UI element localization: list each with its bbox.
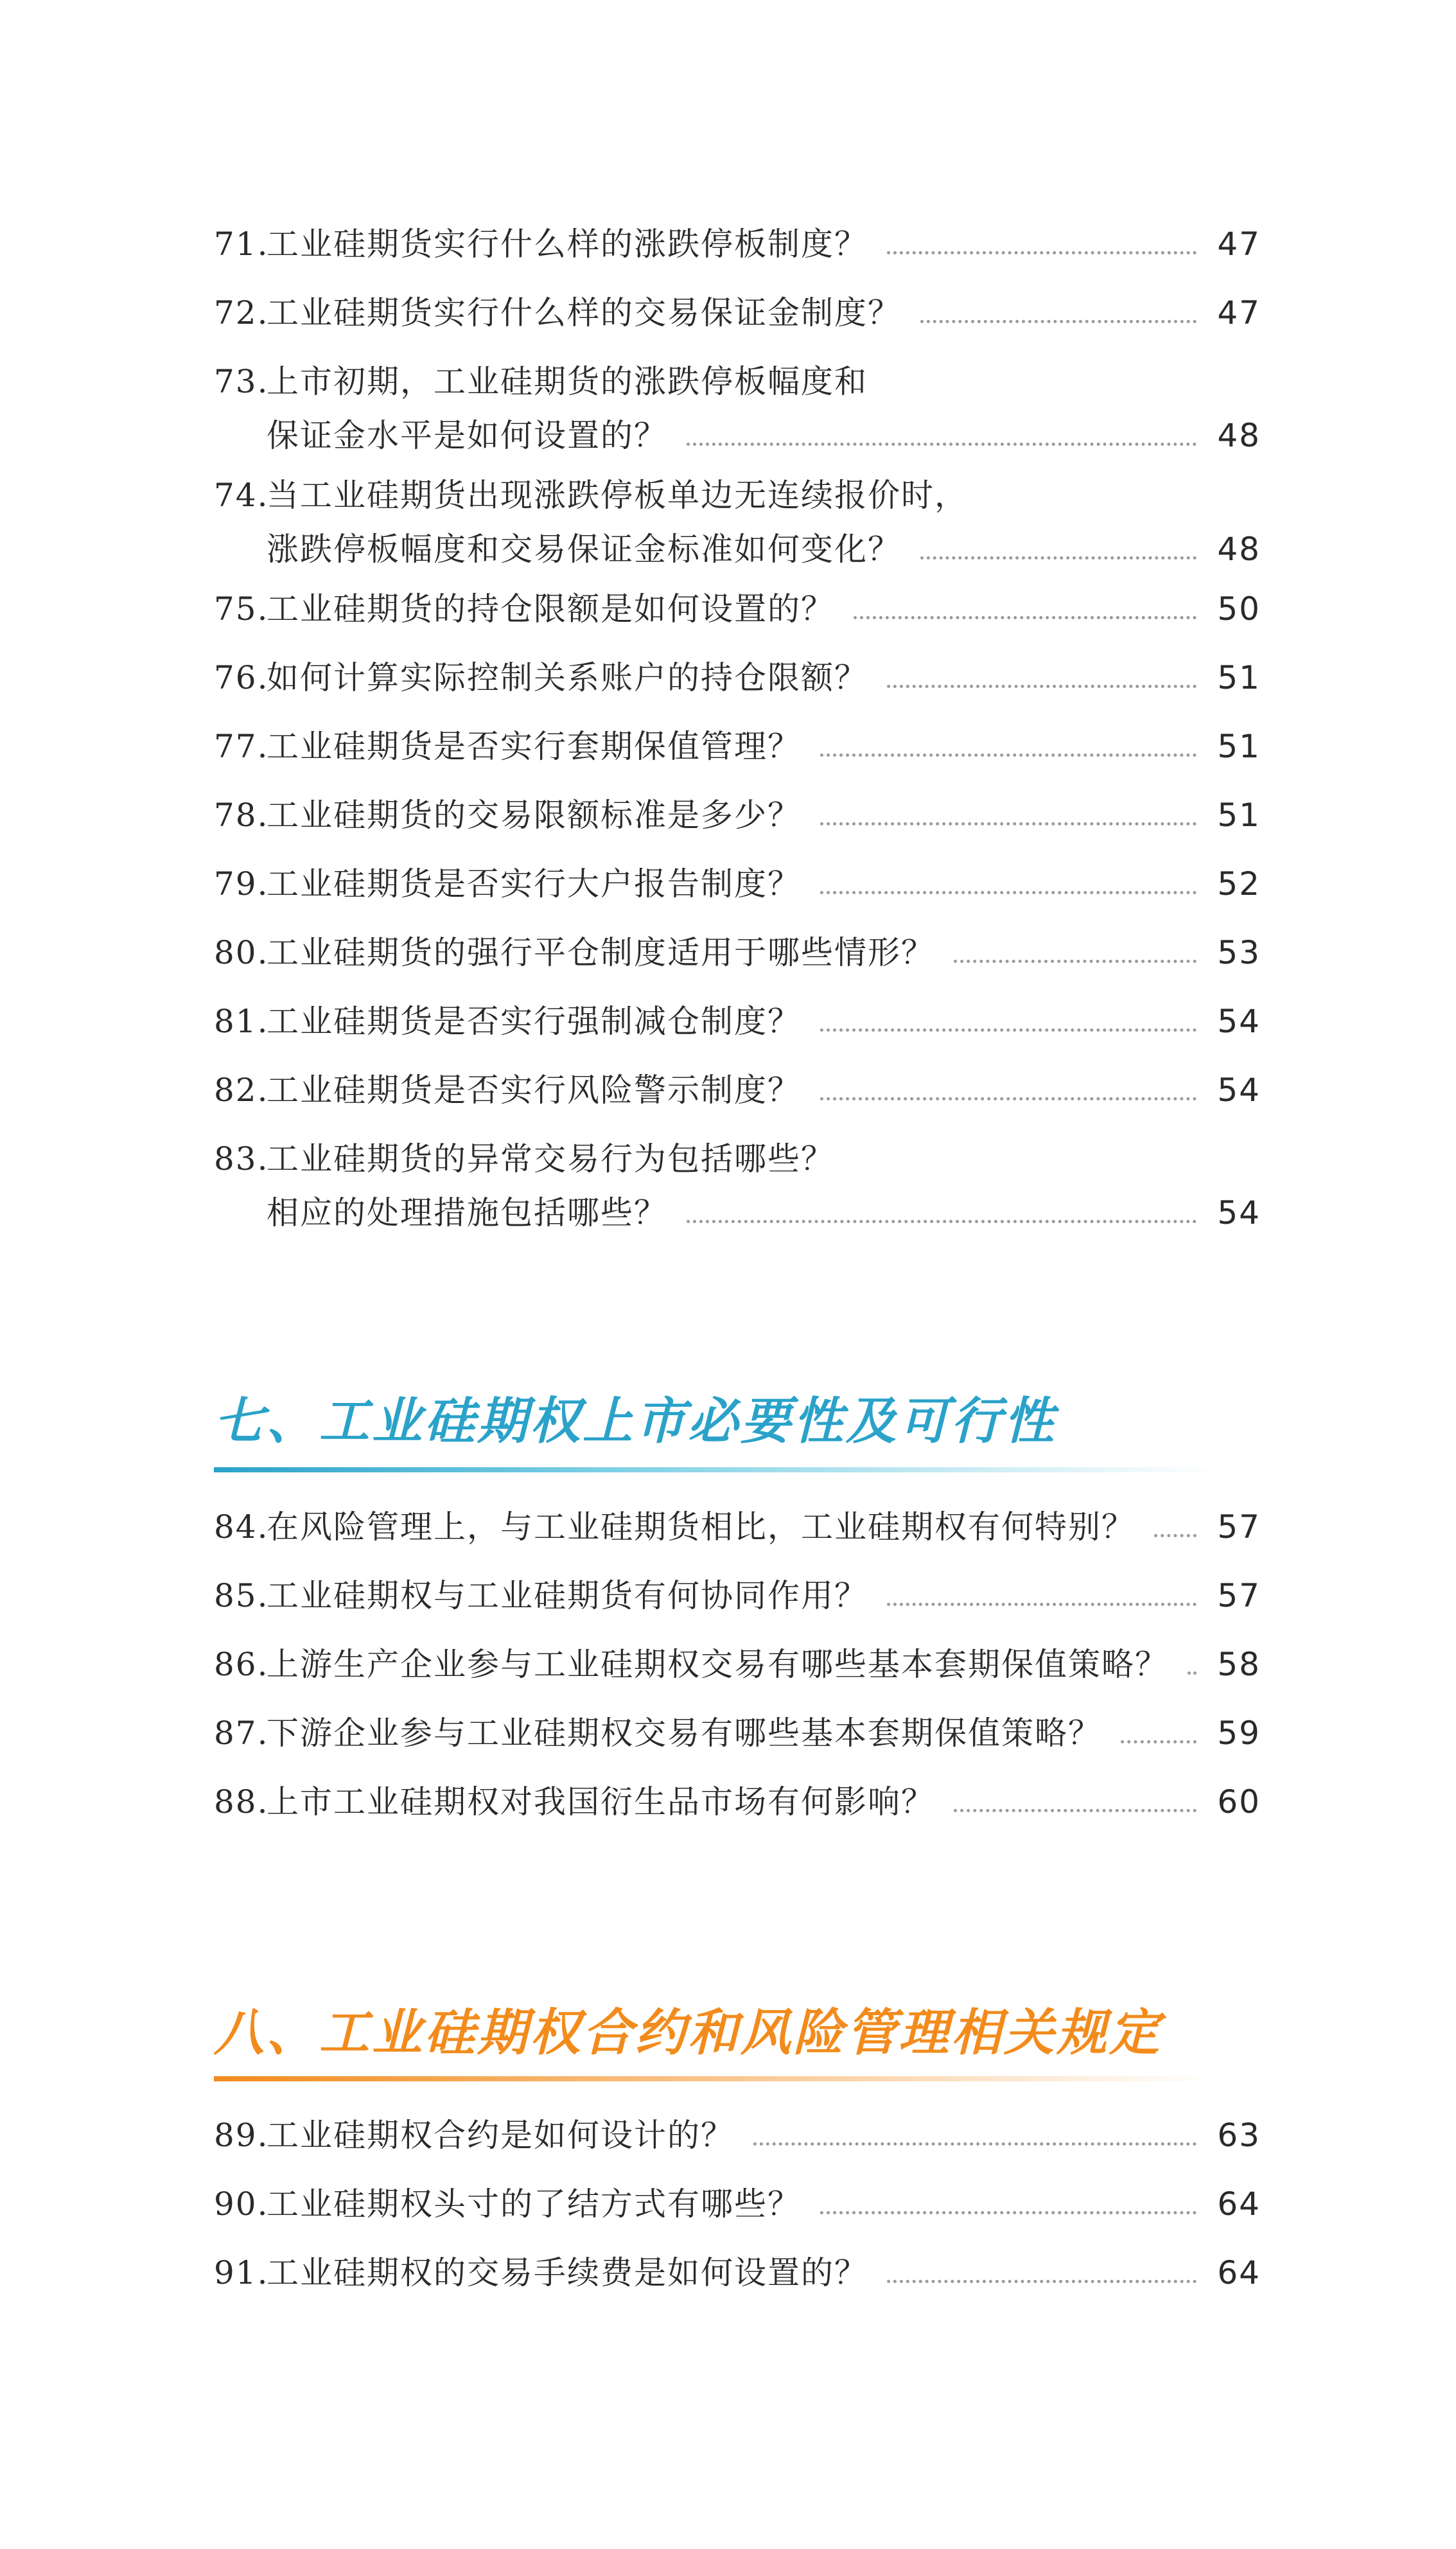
toc-entry-number: 90. xyxy=(214,2185,269,2223)
dot-leader xyxy=(687,443,1197,446)
toc-entry-line xyxy=(214,1132,1261,1186)
toc-entry-title: 工业硅期权头寸的了结方式有哪些？ xyxy=(267,2185,801,2223)
dot-leader xyxy=(820,1097,1197,1100)
section-7-rule xyxy=(214,1467,1216,1472)
dot-leader xyxy=(687,1220,1197,1223)
toc-entry-title: 工业硅期货的交易限额标准是多少？ xyxy=(267,797,801,834)
toc-entry-line xyxy=(214,286,1261,340)
toc-entry-page-number: 54 xyxy=(1217,1003,1261,1040)
toc-entry-page-number: 53 xyxy=(1217,934,1261,971)
toc-entry-page-number: 57 xyxy=(1217,1577,1261,1614)
dot-leader xyxy=(820,754,1197,757)
toc-entry-number: 85. xyxy=(214,1577,269,1614)
toc-entry-page-number: 64 xyxy=(1217,2254,1261,2291)
toc-entry-line xyxy=(214,2177,1261,2231)
toc-entry-number: 86. xyxy=(214,1646,269,1683)
toc-entry-title: 工业硅期货实行什么样的涨跌停板制度？ xyxy=(267,225,868,263)
toc-entry-page-number: 54 xyxy=(1217,1194,1261,1231)
toc-entry-title: 工业硅期货实行什么样的交易保证金制度？ xyxy=(267,294,901,331)
toc-entry-title: 上游生产企业参与工业硅期权交易有哪些基本套期保值策略？ xyxy=(267,1646,1168,1683)
toc-entry-line xyxy=(214,217,1261,271)
toc-entry-page-number: 47 xyxy=(1217,225,1261,263)
toc-entry-title: 工业硅期权的交易手续费是如何设置的？ xyxy=(267,2254,868,2291)
toc-entry-page-number: 47 xyxy=(1217,294,1261,331)
toc-entry-line xyxy=(214,2108,1261,2162)
toc-entry-page-number: 48 xyxy=(1217,531,1261,568)
toc-entry-line xyxy=(214,2246,1261,2300)
dot-leader xyxy=(920,320,1197,323)
toc-entry-page-number: 54 xyxy=(1217,1072,1261,1109)
toc-entry-title: 工业硅期货是否实行大户报告制度？ xyxy=(267,865,801,903)
toc-entry-line xyxy=(214,355,1261,409)
toc-entry-number: 88. xyxy=(214,1783,269,1821)
toc-entry-title: 工业硅期货是否实行风险警示制度？ xyxy=(267,1072,801,1109)
toc-entry-line xyxy=(214,468,1261,522)
dot-leader xyxy=(753,2142,1197,2146)
toc-entry-number: 77. xyxy=(214,728,269,765)
toc-entry-line xyxy=(214,1500,1261,1554)
dot-leader xyxy=(887,2280,1197,2283)
toc-entry-page-number: 58 xyxy=(1217,1646,1261,1683)
section-8-heading: 八、工业硅期权合约和风险管理相关规定 xyxy=(214,2004,1162,2062)
toc-entry-line xyxy=(214,994,1261,1048)
toc-entry-number: 73. xyxy=(214,363,269,400)
toc-entry-number: 80. xyxy=(214,934,269,971)
toc-entry-page-number: 59 xyxy=(1217,1715,1261,1752)
dot-leader xyxy=(820,891,1197,894)
dot-leader xyxy=(820,1028,1197,1032)
toc-entry-page-number: 60 xyxy=(1217,1783,1261,1821)
toc-entry-line-2 xyxy=(214,409,1261,463)
toc-entry-number: 89. xyxy=(214,2117,269,2154)
toc-entry-page-number: 52 xyxy=(1217,865,1261,903)
toc-entry-number: 84. xyxy=(214,1508,269,1546)
toc-entry-title-continued: 保证金水平是如何设置的？ xyxy=(267,417,667,454)
toc-entry-title: 工业硅期货是否实行强制减仓制度？ xyxy=(267,1003,801,1040)
toc-entry-title: 上市工业硅期权对我国衍生品市场有何影响？ xyxy=(267,1783,934,1821)
dot-leader xyxy=(1121,1740,1197,1743)
toc-entry-number: 74. xyxy=(214,477,269,514)
toc-entry-title: 工业硅期权与工业硅期货有何协同作用？ xyxy=(267,1577,868,1614)
section-8-rule xyxy=(214,2076,1216,2081)
toc-entry-line xyxy=(214,719,1261,773)
dot-leader xyxy=(887,1603,1197,1606)
dot-leader xyxy=(854,616,1197,619)
toc-entry-line xyxy=(214,857,1261,911)
toc-entry-line-2 xyxy=(214,522,1261,576)
toc-entry-number: 91. xyxy=(214,2254,269,2291)
toc-entry-line xyxy=(214,926,1261,980)
toc-entry-title: 下游企业参与工业硅期权交易有哪些基本套期保值策略？ xyxy=(267,1715,1101,1752)
toc-entry-number: 71. xyxy=(214,225,269,263)
toc-entry-line xyxy=(214,1063,1261,1117)
toc-entry-page-number: 48 xyxy=(1217,417,1261,454)
toc-entry-page-number: 51 xyxy=(1217,728,1261,765)
dot-leader xyxy=(954,1809,1197,1812)
dot-leader xyxy=(887,685,1197,688)
dot-leader xyxy=(820,2211,1197,2214)
toc-entry-title-continued: 涨跌停板幅度和交易保证金标准如何变化？ xyxy=(267,531,901,568)
toc-entry-number: 79. xyxy=(214,865,269,903)
toc-entry-title-continued: 相应的处理措施包括哪些？ xyxy=(267,1194,667,1231)
toc-entry-title: 工业硅期权合约是如何设计的？ xyxy=(267,2117,734,2154)
toc-entry-line xyxy=(214,1706,1261,1760)
toc-entry-title: 如何计算实际控制关系账户的持仓限额？ xyxy=(267,659,868,696)
toc-entry-page-number: 57 xyxy=(1217,1508,1261,1546)
toc-entry-number: 76. xyxy=(214,659,269,696)
toc-entry-title: 工业硅期货是否实行套期保值管理？ xyxy=(267,728,801,765)
toc-entry-title: 工业硅期货的异常交易行为包括哪些？ xyxy=(267,1140,834,1177)
toc-entry-line xyxy=(214,1775,1261,1829)
section-7-heading: 七、工业硅期权上市必要性及可行性 xyxy=(214,1393,1057,1451)
dot-leader xyxy=(1154,1534,1197,1537)
dot-leader xyxy=(887,251,1197,254)
dot-leader xyxy=(820,822,1197,825)
dot-leader xyxy=(920,556,1197,560)
toc-entry-line xyxy=(214,651,1261,705)
toc-entry-page-number: 51 xyxy=(1217,797,1261,834)
toc-entry-number: 87. xyxy=(214,1715,269,1752)
dot-leader xyxy=(954,960,1197,963)
toc-entry-line xyxy=(214,1569,1261,1623)
toc-entry-page-number: 51 xyxy=(1217,659,1261,696)
toc-entry-page-number: 64 xyxy=(1217,2185,1261,2223)
toc-entry-number: 82. xyxy=(214,1072,269,1109)
toc-entry-title: 工业硅期货的强行平仓制度适用于哪些情形？ xyxy=(267,934,934,971)
toc-entry-number: 83. xyxy=(214,1140,269,1177)
toc-entry-line-2 xyxy=(214,1186,1261,1240)
toc-entry-number: 81. xyxy=(214,1003,269,1040)
toc-entry-line xyxy=(214,1637,1261,1691)
toc-entry-number: 75. xyxy=(214,590,269,628)
toc-entry-line xyxy=(214,582,1261,636)
toc-entry-page-number: 63 xyxy=(1217,2117,1261,2154)
toc-entry-page-number: 50 xyxy=(1217,590,1261,628)
toc-entry-title: 在风险管理上，与工业硅期货相比，工业硅期权有何特别？ xyxy=(267,1508,1135,1546)
toc-entry-number: 78. xyxy=(214,797,269,834)
toc-entry-title: 工业硅期货的持仓限额是如何设置的？ xyxy=(267,590,834,628)
dot-leader xyxy=(1188,1671,1197,1675)
toc-entry-line xyxy=(214,788,1261,842)
toc-entry-title: 上市初期，工业硅期货的涨跌停板幅度和 xyxy=(267,363,868,400)
toc-entry-title: 当工业硅期货出现涨跌停板单边无连续报价时， xyxy=(267,477,968,514)
toc-entry-number: 72. xyxy=(214,294,269,331)
